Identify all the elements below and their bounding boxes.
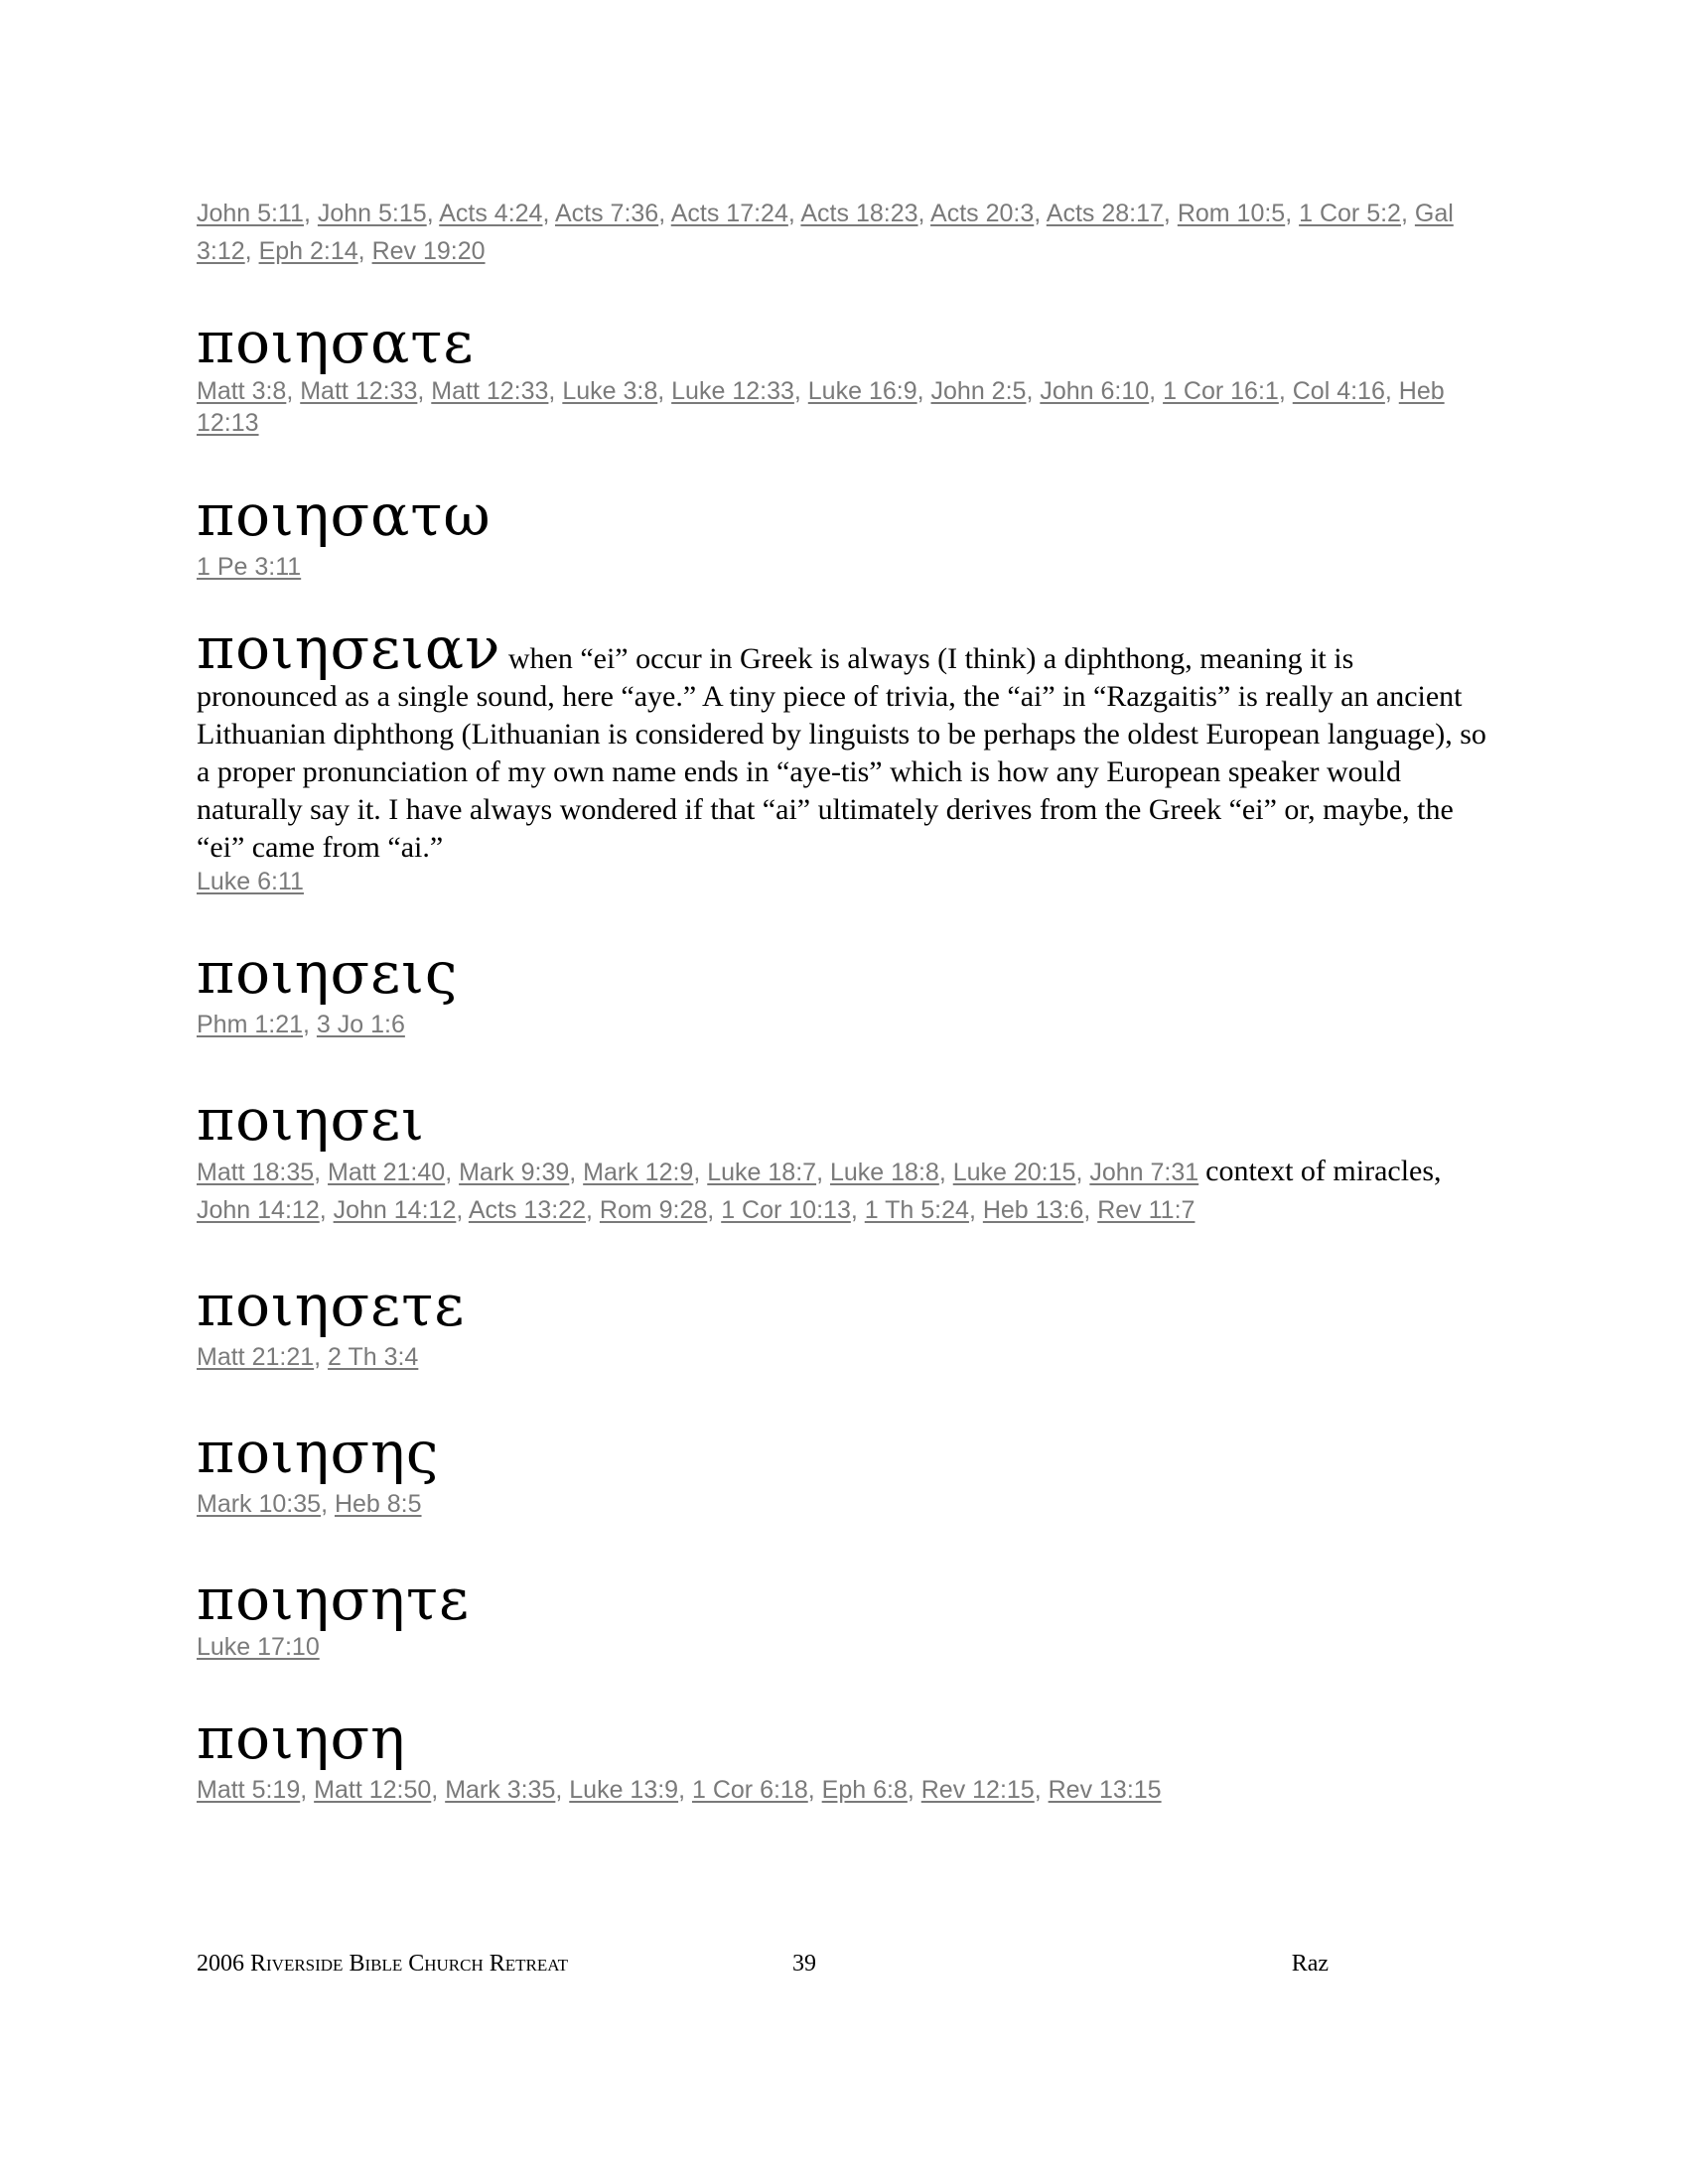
footer-title: 2006 Riverside Bible Church Retreat	[197, 1951, 569, 1977]
ref-link[interactable]: Mark 12:9	[583, 1159, 694, 1186]
ref-link[interactable]: Acts 17:24	[670, 200, 788, 227]
reference-list: John 5:11, John 5:15, Acts 4:24, Acts 7:36, Acts 17:24, Acts 18:23, Acts 20:3, Acts 28:17, Rom 10:5, 1 Cor 5:2, Gal 3:12, Eph 2:14, Rev 19:20	[197, 200, 1454, 265]
ref-link[interactable]: Rom 9:28	[599, 1196, 708, 1224]
ref-link[interactable]: 1 Th 5:24	[864, 1196, 969, 1224]
reference-list: Matt 3:8, Matt 12:33, Matt 12:33, Luke 3:8, Luke 12:33, Luke 16:9, John 2:5, John 6:10, 1 Cor 16:1, Col 4:16, Heb 12:13	[197, 377, 1445, 437]
ref-link[interactable]: Matt 21:40	[328, 1159, 446, 1186]
headword: ποιησατε	[197, 309, 475, 376]
ref-link[interactable]: Matt 12:33	[431, 377, 549, 405]
entry-poieseian	[197, 614, 1487, 896]
reference-list: Phm 1:21, 3 Jo 1:6	[197, 1011, 405, 1038]
reference-list: Matt 5:19, Matt 12:50, Mark 3:35, Luke 13:9, 1 Cor 6:18, Eph 6:8, Rev 12:15, Rev 13:15	[197, 1776, 1162, 1804]
reference-list: Matt 18:35, Matt 21:40, Mark 9:39, Mark 12:9, Luke 18:7, Luke 18:8, Luke 20:15, John 7:31 context of miracles, John 14:12, John 14:12, Acts 13:22, Rom 9:28, 1 Cor 10:13, 1 Th 5:24, Heb 13:6, Rev 11:7	[197, 1155, 1442, 1224]
ref-link[interactable]: Rev 19:20	[371, 237, 486, 265]
headword: ποιησητε	[197, 1566, 471, 1633]
ref-link[interactable]: Luke 18:8	[829, 1159, 939, 1186]
entry-poiesate	[197, 310, 1487, 439]
headword: ποιησατω	[197, 481, 492, 549]
ref-link[interactable]: John 14:12	[197, 1196, 320, 1224]
entry-poiesete-subj	[197, 1567, 1487, 1662]
inline-note: context of miracles,	[1205, 1155, 1442, 1187]
ref-link[interactable]: John 6:10	[1040, 377, 1150, 405]
ref-link[interactable]: Luke 17:10	[197, 1633, 320, 1661]
ref-link[interactable]: Matt 12:50	[314, 1776, 432, 1804]
ref-link[interactable]: Heb 12:13	[197, 377, 1445, 437]
reference-list: Matt 21:21, 2 Th 3:4	[197, 1343, 419, 1371]
headword: ποιησει	[197, 1086, 425, 1154]
ref-link[interactable]: Acts 28:17	[1046, 200, 1164, 227]
ref-link[interactable]: Acts 13:22	[468, 1196, 586, 1224]
entry-poieseis	[197, 940, 1487, 1043]
ref-link[interactable]: Gal 3:12	[197, 200, 1454, 265]
entry-poieses	[197, 1420, 1487, 1523]
ref-link[interactable]: Eph 2:14	[258, 237, 358, 265]
ref-link[interactable]: Col 4:16	[1292, 377, 1385, 405]
ref-link[interactable]: Acts 20:3	[930, 200, 1035, 227]
entry-poiesei	[197, 1087, 1487, 1229]
document-body	[197, 195, 1487, 1852]
ref-link[interactable]: Luke 18:7	[707, 1159, 817, 1186]
ref-link[interactable]: 3 Jo 1:6	[316, 1011, 405, 1038]
headword: ποιησετε	[197, 1272, 466, 1339]
ref-link[interactable]: Mark 3:35	[445, 1776, 556, 1804]
ref-link[interactable]: John 7:31	[1089, 1159, 1199, 1186]
headword: ποιησης	[197, 1419, 440, 1486]
ref-link[interactable]: John 2:5	[930, 377, 1027, 405]
ref-link[interactable]: 1 Cor 16:1	[1163, 377, 1279, 405]
ref-link[interactable]: Matt 12:33	[300, 377, 418, 405]
ref-link[interactable]: Matt 3:8	[197, 377, 287, 405]
reference-list	[197, 548, 1487, 586]
ref-link[interactable]: Rom 10:5	[1177, 200, 1286, 227]
footer-author: Raz	[1291, 1951, 1329, 1977]
ref-link[interactable]: Luke 6:11	[197, 868, 304, 895]
entry-note	[197, 614, 1487, 867]
reference-list	[197, 867, 1487, 896]
ref-link[interactable]: Rev 13:15	[1048, 1776, 1162, 1804]
entry-poiesete	[197, 1273, 1487, 1376]
ref-link[interactable]: Eph 6:8	[821, 1776, 908, 1804]
ref-link[interactable]: Heb 13:6	[982, 1196, 1084, 1224]
ref-link[interactable]: Acts 7:36	[554, 200, 659, 227]
ref-link[interactable]: Phm 1:21	[197, 1011, 304, 1038]
ref-link[interactable]: Mark 9:39	[459, 1159, 570, 1186]
ref-link[interactable]: Luke 3:8	[562, 377, 658, 405]
ref-link[interactable]: Rev 11:7	[1097, 1196, 1196, 1224]
ref-link[interactable]: John 5:11	[197, 200, 304, 227]
ref-link[interactable]: 1 Cor 6:18	[692, 1776, 808, 1804]
ref-link[interactable]: Luke 12:33	[671, 377, 794, 405]
ref-link[interactable]: Mark 10:35	[197, 1490, 322, 1518]
entry-poiesato	[197, 482, 1487, 586]
headword: ποιησειαν	[197, 614, 501, 682]
ref-link[interactable]: John 14:12	[333, 1196, 457, 1224]
note-text: when “ei” occur in Greek is always (I think) a diphthong, meaning it is pronounced as a single sound, here “aye.” A tiny piece of trivia, the “ai” in “Razgaitis” is really an ancient Lithuanian diphthong (Lithuanian is considered by linguists to be perhaps the oldest European language), so a proper pronunciation of my own name ends in “aye-tis” which is how any European speaker would naturally say it. I have always wondered if that “ai” ultimately derives from the Greek “ei” or, maybe, the “ei” came from “ai.”	[197, 642, 1486, 864]
ref-link[interactable]: John 5:15	[317, 200, 427, 227]
entry-poiese	[197, 1706, 1487, 1809]
ref-link[interactable]: Luke 20:15	[952, 1159, 1076, 1186]
ref-link[interactable]: 1 Cor 5:2	[1299, 200, 1401, 227]
headword: ποιηση	[197, 1705, 406, 1772]
ref-link[interactable]: Acts 18:23	[800, 200, 918, 227]
ref-link[interactable]: 1 Pe 3:11	[197, 553, 302, 581]
ref-link[interactable]: 1 Cor 10:13	[721, 1196, 851, 1224]
page-number: 39	[792, 1951, 816, 1977]
reference-list: Mark 10:35, Heb 8:5	[197, 1490, 422, 1518]
ref-link[interactable]: Acts 4:24	[439, 200, 543, 227]
ref-link[interactable]: Heb 8:5	[334, 1490, 422, 1518]
ref-link[interactable]: Luke 13:9	[569, 1776, 679, 1804]
ref-link[interactable]: Rev 12:15	[920, 1776, 1035, 1804]
ref-link[interactable]: Matt 5:19	[197, 1776, 301, 1804]
ref-link[interactable]: Matt 21:21	[197, 1343, 315, 1371]
ref-link[interactable]: 2 Th 3:4	[328, 1343, 419, 1371]
ref-link[interactable]: Matt 18:35	[197, 1159, 315, 1186]
page-footer	[197, 1951, 1329, 1990]
reference-list	[197, 1632, 1487, 1662]
ref-link[interactable]: Luke 16:9	[807, 377, 917, 405]
headword: ποιησεις	[197, 939, 459, 1007]
